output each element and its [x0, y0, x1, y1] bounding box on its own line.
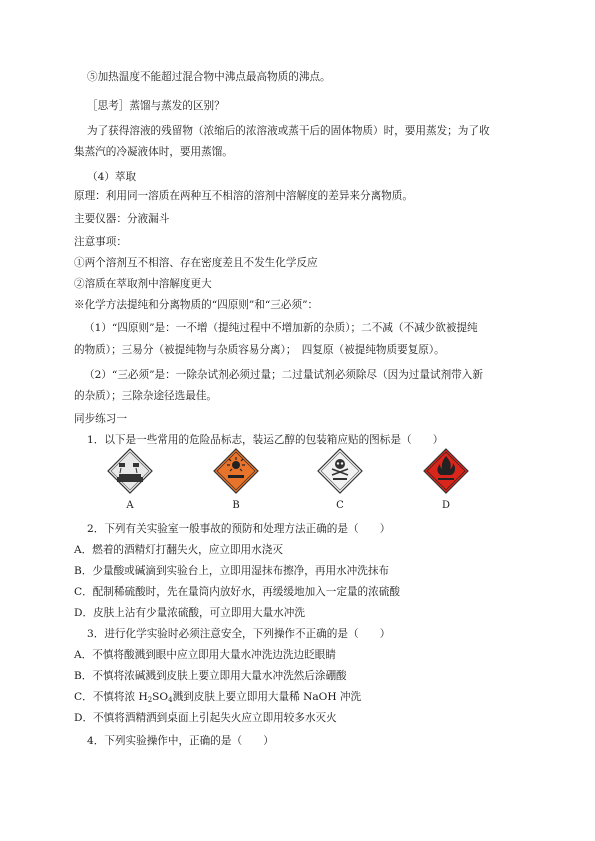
- text-line: 原理：利用同一溶质在两种互不相溶的溶剂中溶解度的差异来分离物质。: [74, 190, 413, 202]
- exercise-heading: 同步练习一: [74, 413, 127, 425]
- text-line: 注意事项：: [74, 236, 127, 248]
- sign-label: A: [126, 500, 134, 511]
- text-line: ⑤加热温度不能超过混合物中沸点最高物质的沸点。: [87, 71, 331, 83]
- hazard-sign-c: [317, 448, 363, 511]
- text-line: 的杂质）；三除杂途径选最佳。: [74, 390, 218, 402]
- sign-label: D: [441, 500, 451, 511]
- section-heading: （4）萃取: [87, 171, 137, 183]
- toxic-skull-icon: [317, 448, 363, 494]
- question-4: 4．下列实验操作中，正确的是（ ）: [87, 735, 274, 747]
- question-2: 2．下列有关实验室一般事故的预防和处理方法正确的是（ ）: [87, 523, 391, 535]
- corrosive-icon: [107, 448, 153, 494]
- option-d: D．皮肤上沾有少量浓硫酸，可立即用大量水冲洗: [74, 607, 305, 619]
- subscript-2: 2: [147, 696, 153, 704]
- subscript-4: 4: [168, 696, 173, 704]
- text-line: ②溶质在萃取剂中溶解度更大: [74, 278, 212, 290]
- option-c: [74, 690, 361, 707]
- text-line: 的物质）；三易分（被提纯物与杂质容易分离）； 四复原（被提纯物质要复原）。: [74, 344, 445, 356]
- text-line: （1）“四原则”是：一不增（提纯过程中不增加新的杂质）；二不减（不减少欲被提纯: [84, 322, 478, 334]
- option-a: A．不慎将酸溅到眼中应立即用大量水冲洗边洗边眨眼睛: [74, 649, 336, 661]
- text-line: ※化学方法提纯和分离物质的“四原则”和“三必须”：: [74, 299, 319, 311]
- hazard-sign-b: [213, 448, 259, 511]
- option-a: A．燃着的酒精灯打翻失火，应立即用水浇灭: [74, 544, 283, 556]
- text-line: 主要仪器：分液漏斗: [74, 213, 170, 225]
- option-c: C．配制稀硫酸时，先在量筒内放好水，再缓缓地加入一定量的浓硫酸: [74, 586, 400, 598]
- sign-label: B: [232, 500, 240, 511]
- option-b: B．不慎将浓碱溅到皮肤上要立即用大量水冲洗然后涂硼酸: [74, 670, 347, 682]
- option-d: D．不慎将酒精洒到桌面上引起失火应立即用较多水灭火: [74, 712, 337, 724]
- text-line: （2）“三必须”是：一除杂试剂必须过量；二过量试剂必须除尽（因为过量试剂带入新: [84, 369, 483, 381]
- hazard-sign-d: [423, 448, 469, 511]
- option-c-suffix: 溅到皮肤上要立即用大量稀 NaOH 冲洗: [172, 691, 362, 703]
- sign-label: C: [336, 500, 344, 511]
- question-3: 3．进行化学实验时必须注意安全，下列操作不正确的是（ ）: [87, 628, 391, 640]
- hazard-sign-a: [107, 448, 153, 511]
- think-heading: ［思考］蒸馏与蒸发的区别？: [87, 100, 225, 112]
- text-line: 为了获得溶液的残留物（浓缩后的浓溶液或蒸干后的固体物质）时，要用蒸发；为了收: [87, 125, 490, 137]
- option-b: B．少量酸或碱滴到实验台上，立即用湿抹布擦净，再用水冲洗抹布: [74, 565, 390, 577]
- option-c-mid: SO: [152, 691, 169, 703]
- hazard-signs: [95, 448, 495, 516]
- text-line: 集蒸汽的冷凝液体时，要用蒸馏。: [74, 146, 233, 158]
- text-line: ①两个溶剂互不相溶、存在密度差且不发生化学反应: [74, 257, 318, 269]
- explosive-icon: [213, 448, 259, 494]
- option-c-prefix: C．不慎将浓 H: [74, 691, 148, 703]
- flammable-flame-icon: [423, 448, 469, 494]
- question-1: 1．以下是一些常用的危险品标志，装运乙醇的包装箱应贴的图标是（ ）: [87, 434, 444, 446]
